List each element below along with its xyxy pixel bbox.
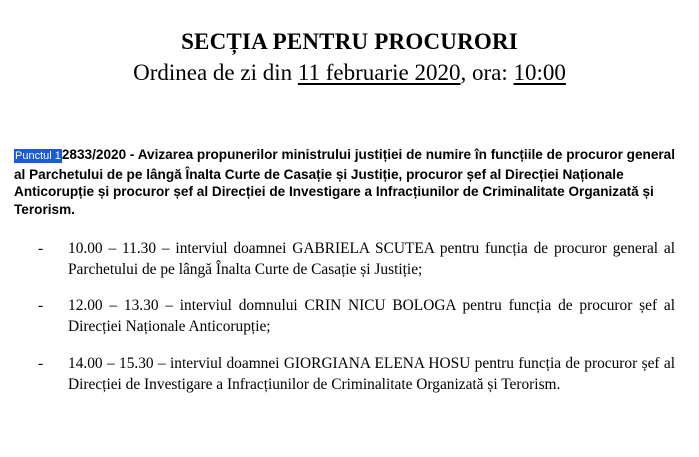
list-dash: - [38, 297, 44, 314]
agenda-point [14, 146, 689, 218]
list-dash: - [38, 355, 44, 372]
agenda-subtitle [0, 58, 699, 88]
subtitle-middle: , ora: [460, 60, 514, 85]
point-selected-highlight[interactable]: Punctul 1 [15, 150, 61, 162]
list-dash: - [38, 240, 44, 257]
interview-text: 10.00 – 11.30 – interviul doamnei GABRIELA SCUTEA pentru funcția de procuror general al Parchetului de pe lângă Înalta Curte de Casație și Justiție; [68, 240, 675, 278]
agenda-date: 11 februarie 2020 [297, 60, 461, 85]
agenda-time: 10:00 [513, 60, 566, 85]
interview-text: 12.00 – 13.30 – interviul domnului CRIN NICU BOLOGA pentru funcția de procuror șef al Direcției Naționale Anticorupție; [68, 297, 675, 335]
interview-text: 14.00 – 15.30 – interviul doamnei GIORGIANA ELENA HOSU pentru funcția de procuror șef al Direcției de Investigare a Infracțiunilor de Criminalitate Organizată și Terorism. [68, 355, 675, 393]
section-title: SECȚIA PENTRU PROCURORI [181, 29, 518, 54]
point-text: 2833/2020 - Avizarea propunerilor ministrului justiției de numire în funcțiile de procuror general al Parchetului de pe lângă Înalta Curte de Casație și Justiție, procuror șef al Direcției Naționale Anticorupție și procuror șef al Direcției de Investigare a Infracțiunilor de Criminalitate Organizată și Terorism. [14, 147, 676, 217]
subtitle-prefix: Ordinea de zi din [133, 60, 298, 85]
